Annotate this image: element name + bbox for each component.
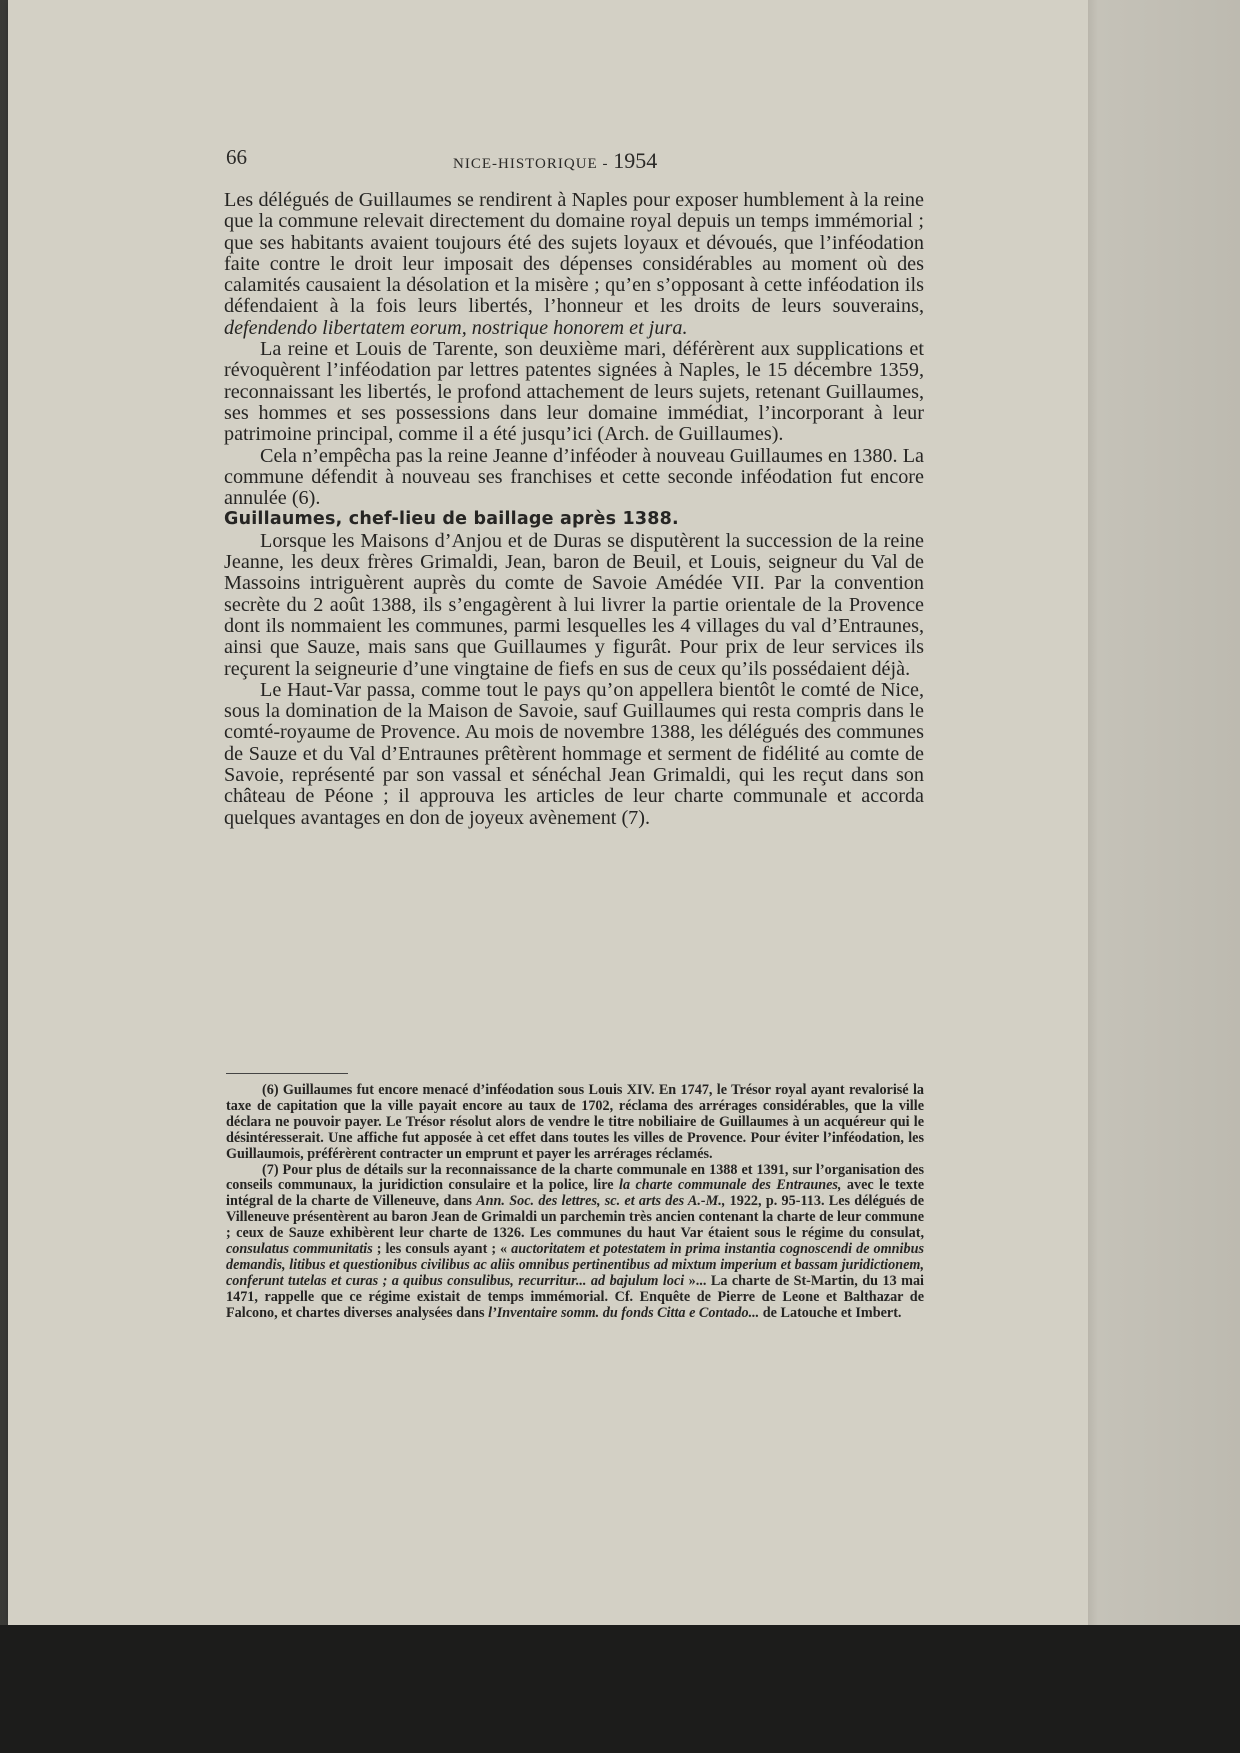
paragraph-3: Cela n’empêcha pas la reine Jeanne d’inféoder à nouveau Guillaumes en 1380. La commune défendit à nouveau ses franchises et cette seconde inféodation fut encore annulée (6). [224,444,924,510]
footnote-7 [226,1163,924,1322]
paragraph-1-text: Les délégués de Guillaumes se rendirent à Naples pour exposer humblement à la reine que la commune relevait directement du domaine royal depuis un temps immémorial ; que ses habitants avaient toujours été des sujets loyaux et dévoués, que l’inféodation faite contre le droit leur imposait des dépenses considérables au moment où des calamités causaient la désolation et la misère ; qu’en s’opposant à cette inféodation ils défendaient à la fois leurs libertés, l’honneur et les droits de leurs souverains, [224,189,924,318]
footnote-7-text: 1922, p. 95-113. Les délégués de Villeneuve présentèrent au baron Jean de Grimaldi un parchemin très ancien contenant la charte de leur commune ; ceux de Sauze exhibèrent leur charte de 1326. Les communes du haut Var étaient sous le régime du consulat, [226,1193,924,1242]
page-number: 66 [226,145,247,169]
footnote-separator [226,1073,348,1074]
footnote-6: (6) Guillaumes fut encore menacé d’inféodation sous Louis XIV. En 1747, le Trésor royal ayant revalorisé la taxe de capitation que la ville payait encore au taux de 1702, réclama des arrérages considérables, que la ville déclara ne pouvoir payer. Le Trésor résolut alors de vendre le titre nobiliaire de Guillaumes à un acquéreur qui le désintéresserait. Une affiche fut apposée à cet effet dans toutes les villes de Provence. Pour éviter l’inféodation, les Guillaumois, préférèrent contracter un emprunt et payer les arrérages réclamés. [226,1082,924,1162]
footnote-7-text: ; les consuls ayant ; « [372,1241,512,1258]
page-header [226,145,926,175]
paragraph-1-latin-quote: defendendo libertatem eorum, nostrique honorem et jura. [224,316,688,339]
main-text [224,190,924,829]
footnote-7-italic-journal: Ann. Soc. des lettres, sc. et arts des A.-M., [476,1193,726,1210]
paragraph-5: Le Haut-Var passa, comme tout le pays qu’on appellera bientôt le comté de Nice, sous la domination de la Maison de Savoie, sauf Guillaumes qui resta compris dans le comté-royaume de Provence. Au mois de novembre 1388, les délégués des communes de Sauze et du Val d’Entraunes prêtèrent hommage et serment de fidélité au comte de Savoie, représenté par son vassal et sénéchal Jean Grimaldi, qui les reçut dans son château de Péone ; il approuva les articles de leur charte communale et accorda quelques avantages en don de joyeux avènement (7). [224,678,924,829]
footnote-7-text: »... La charte de St-Martin, du 13 mai 1471, rappelle que ce régime existait de temps immémorial. Cf. Enquête de Pierre de Leone et Balthazar de Falcono, et chartes diverses analysées dans [226,1272,924,1321]
paragraph-4: Lorsque les Maisons d’Anjou et de Duras se disputèrent la succession de la reine Jeanne, les deux frères Grimaldi, Jean, baron de Beuil, et Louis, seigneur du Val de Massoins intriguèrent auprès du comte de Savoie Amédée VII. Par la convention secrète du 2 août 1388, ils s’engagèrent à lui livrer la partie orientale de la Provence dont ils nommaient les communes, parmi lesquelles les 4 villages du val d’Entraunes, ainsi que Sauze, mais sans que Guillaumes y figurât. Pour prix de leur services ils reçurent la seigneurie d’une vingtaine de fiefs en sus de ceux qu’ils possédaient déjà. [224,529,924,680]
footnotes [226,1083,924,1322]
scan-bottom-border [0,1625,1240,1753]
journal-title: NICE-HISTORIQUE - [453,156,614,172]
footnote-7-latin-quote: auctoritatem et potestatem in prima instantia cognoscendi de omnibus demandis, litibus et questionibus civilibus ac aliis omnibus pertinentibus ad mixtum imperium et bassam juridictionem, conferunt tutelas et curas ; a quibus consulibus, recurritur... ad bajulum loci [226,1241,924,1289]
footnote-7-text: avec le texte intégral de la charte de Villeneuve, dans [226,1177,924,1210]
paragraph-1 [224,190,924,339]
journal-year: 1954 [613,148,658,173]
footnote-7-text: de Latouche et Imbert. [759,1304,902,1321]
facing-page-edge [1088,0,1240,1625]
footnote-7-text: (7) Pour plus de détails sur la reconnaissance de la charte communale en 1388 et 1391, sur l’organisation des conseils communaux, la juridiction consulaire et la police, lire [226,1161,924,1194]
footnote-7-italic-inventory: l’Inventaire somm. du fonds Citta e Contado... [488,1304,760,1321]
running-head [453,148,657,174]
footnote-7-italic-term: consulatus communitatis [226,1241,373,1258]
section-heading: Guillaumes, chef-lieu de baillage après 1388. [224,509,679,530]
footnote-7-italic-title: la charte communale des Entraunes, [619,1177,842,1194]
paragraph-2: La reine et Louis de Tarente, son deuxième mari, déférèrent aux supplications et révoquèrent l’inféodation par lettres patentes signées à Naples, le 15 décembre 1359, reconnaissant les libertés, le profond attachement de leurs sujets, retenant Guillaumes, ses hommes et ses possessions dans leur domaine immédiat, l’incorporant à leur patrimoine principal, comme il a été jusqu’ici (Arch. de Guillaumes). [224,338,924,446]
